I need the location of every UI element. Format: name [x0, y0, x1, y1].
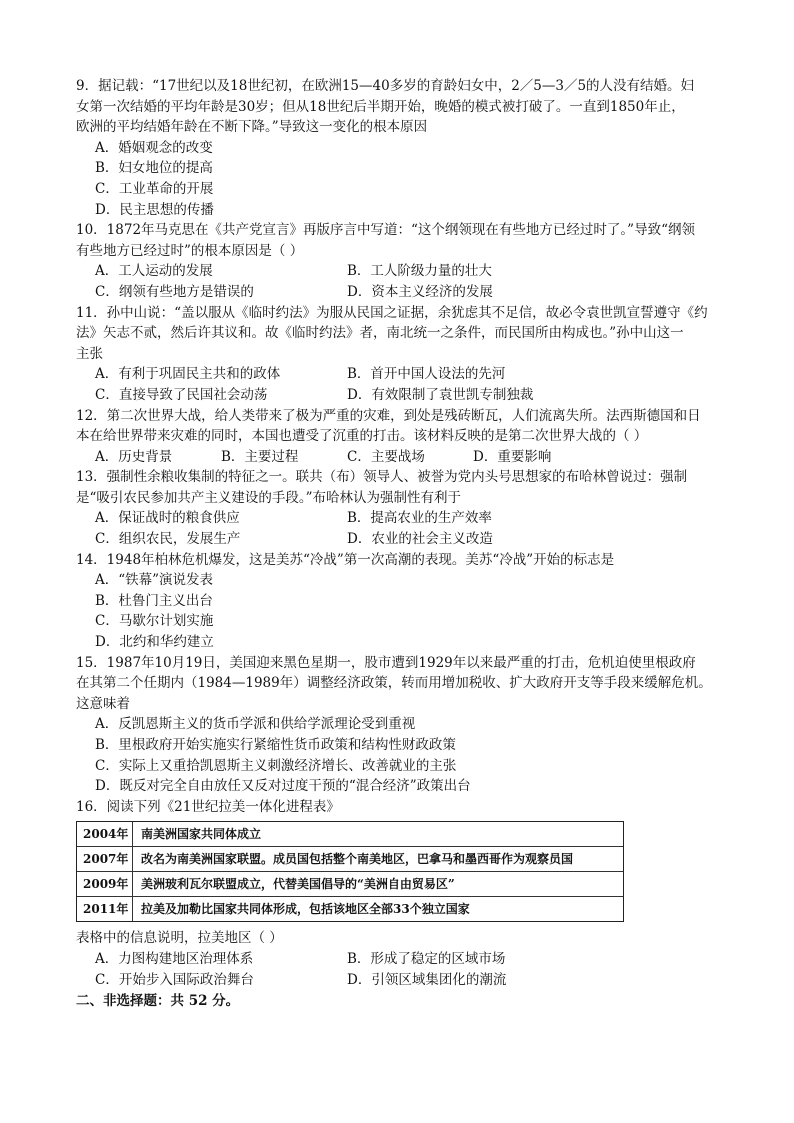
option-b: B．提高农业的生产效率 — [347, 510, 492, 527]
question-text: 14．1948年柏林危机爆发，这是美苏“冷战”第一次高潮的表现。美苏“冷战”开始的标志是 — [76, 551, 615, 568]
section-heading: 二、非选择题：共 52 分。 — [76, 993, 240, 1010]
option-row — [76, 261, 726, 282]
question-text: 16．阅读下列《21世纪拉美一体化进程表》 — [76, 798, 340, 815]
option-row — [76, 508, 726, 529]
question-10 — [76, 220, 726, 302]
option-d: D．重要影响 — [473, 448, 552, 465]
option-c: C．开始步入国际政治舞台 — [95, 971, 254, 988]
table-row — [77, 847, 623, 872]
table-row — [77, 872, 623, 897]
table-cell-year: 2011年 — [77, 897, 133, 921]
option-row — [76, 364, 726, 385]
option-row — [76, 949, 726, 970]
question-text: 11．孙中山说：“盖以服从《临时约法》为服从民国之证据，余犹虑其不足信，故必令袁世凯宣誓遵守《约 — [76, 304, 708, 321]
question-9 — [76, 76, 726, 220]
table-cell-year: 2009年 — [77, 872, 133, 896]
option-row — [76, 385, 726, 406]
option-b: B．主要过程 — [221, 448, 299, 465]
table-cell-year: 2007年 — [77, 847, 133, 871]
option-row — [76, 529, 726, 550]
option-d: D．民主思想的传播 — [95, 201, 214, 218]
table-cell-event: 美洲玻利瓦尔联盟成立，代替美国倡导的“美洲自由贸易区” — [141, 877, 455, 892]
option-a: A．工人运动的发展 — [95, 263, 213, 280]
question-text: 在其第二个任期内（1984—1989年）调整经济政策，转而用增加税收、扩大政府开支等手段来缓解危机。 — [76, 675, 712, 692]
option-a: A．“铁幕”演说发表 — [95, 572, 214, 589]
option-a: A．婚姻观念的改变 — [95, 139, 213, 156]
option-a: A．历史背景 — [95, 448, 173, 465]
option-row — [76, 970, 726, 991]
option-b: B．里根政府开始实施实行紧缩性货币政策和结构性财政政策 — [95, 737, 456, 753]
question-text: 有些地方已经过时”的根本原因是（ ） — [76, 242, 304, 259]
option-c: C．工业革命的开展 — [95, 180, 214, 197]
question-text: 本在给世界带来灾难的同时，本国也遭受了沉重的打击。该材料反映的是第二次世界大战的（ ） — [76, 428, 648, 445]
question-text: 表格中的信息说明，拉美地区（ ） — [76, 930, 283, 947]
option-c: C．实际上又重拾凯恩斯主义刺激经济增长、改善就业的主张 — [95, 757, 457, 774]
question-text: 13．强制性余粮收集制的特征之一。联共（布）领导人、被誉为党内头号思想家的布哈林曾说过：强制 — [76, 469, 688, 486]
question-text: 女第一次结婚的平均年龄是30岁；但从18世纪后半期开始，晚婚的模式被打破了。一直到1850年止， — [76, 98, 685, 115]
option-d: D．农业的社会主义改造 — [347, 531, 493, 548]
option-c: C．马歇尔计划实施 — [95, 613, 214, 630]
question-text: 这意味着 — [76, 695, 130, 712]
table-cell-event: 改名为南美洲国家联盟。成员国包括整个南美地区，巴拿马和墨西哥作为观察员国 — [141, 852, 574, 867]
question-15 — [76, 653, 726, 797]
option-b: B．妇女地位的提高 — [95, 160, 213, 177]
option-b: B．杜鲁门主义出台 — [95, 592, 213, 609]
option-row — [76, 447, 726, 468]
option-d: D．北约和华约建立 — [95, 634, 214, 651]
option-d: D．引领区域集团化的潮流 — [347, 971, 507, 988]
option-c: C．直接导致了民国社会动荡 — [95, 386, 268, 403]
option-row — [76, 282, 726, 303]
option-b: B．形成了稳定的区域市场 — [347, 950, 506, 967]
option-b: B．工人阶级力量的壮大 — [347, 263, 492, 280]
option-d: D．资本主义经济的发展 — [347, 283, 493, 300]
option-a: A．力图构建地区治理体系 — [95, 950, 254, 967]
question-text: 法》矢志不贰，然后许其议和。故《临时约法》者，南北统一之条件，而民国所由构成也。”孙中山这一 — [76, 325, 684, 342]
option-a: A．有利于巩固民主共和的政体 — [95, 366, 281, 383]
table-cell-event: 南美洲国家共同体成立 — [141, 827, 262, 842]
option-c: C．组织农民，发展生产 — [95, 531, 241, 548]
question-text: 主张 — [76, 345, 103, 362]
option-c: C．纲领有些地方是错误的 — [95, 283, 254, 300]
integration-table — [76, 821, 624, 922]
option-d: D．有效限制了袁世凯专制独裁 — [347, 386, 534, 403]
table-cell-event: 拉美及加勒比国家共同体形成，包括该地区全部33个独立国家 — [141, 902, 470, 917]
option-a: A．反凯恩斯主义的货币学派和供给学派理论受到重视 — [95, 716, 416, 733]
question-16 — [76, 797, 726, 990]
table-row — [77, 822, 623, 847]
question-text: 10．1872年马克思在《共产党宣言》再版序言中写道：“这个纲领现在有些地方已经过时了。”导致“纲领 — [76, 222, 695, 239]
option-c: C．主要战场 — [347, 448, 425, 465]
question-text: 15．1987年10月19日，美国迎来黑色星期一，股市遭到1929年以来最严重的打击，危机迫使里根政府 — [76, 654, 696, 671]
option-b: B．首开中国人设法的先河 — [347, 366, 506, 383]
option-a: A．保证战时的粮食供应 — [95, 510, 240, 527]
question-text: 是“吸引农民参加共产主义建设的手段。”布哈林认为强制性有利于 — [76, 489, 462, 506]
question-text: 9．据记载：“17世纪以及18世纪初，在欧洲15—40多岁的育龄妇女中，2／5—3／5的人没有结婚。妇 — [76, 78, 695, 94]
exam-page — [76, 76, 726, 1012]
table-cell-year: 2004年 — [77, 822, 133, 846]
table-row — [77, 897, 623, 921]
question-12 — [76, 406, 726, 468]
option-d: D．既反对完全自由放任又反对过度干预的“混合经济”政策出台 — [95, 778, 471, 795]
question-11 — [76, 303, 726, 406]
question-text: 欧洲的平均结婚年龄在不断下降。”导致这一变化的根本原因 — [76, 119, 428, 136]
question-14 — [76, 550, 726, 653]
question-text: 12．第二次世界大战，给人类带来了极为严重的灾难，到处是残砖断瓦，人们流离失所。法西斯德国和日 — [76, 407, 701, 424]
question-13 — [76, 467, 726, 549]
